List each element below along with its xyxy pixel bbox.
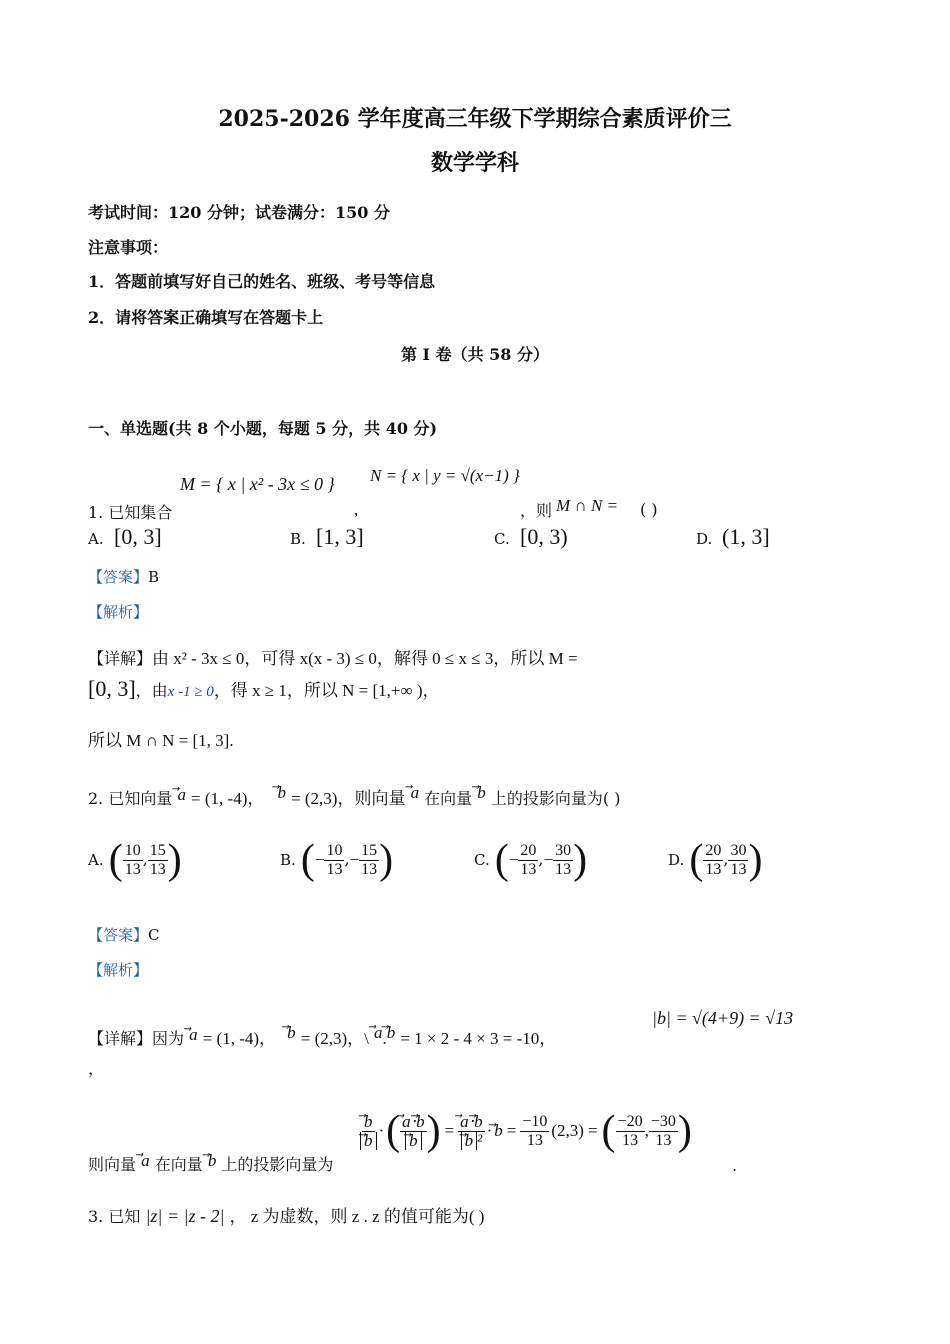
q1-detail-line3 — [88, 726, 234, 751]
q1-option-c: [0, 3) — [520, 524, 568, 549]
section-title: 一、单选题(共 8 个小题，每题 5 分，共 40 分) — [88, 419, 438, 438]
q1-detail-line2 — [88, 676, 440, 702]
q3-condition: |z| = |z - 2| — [145, 1206, 225, 1226]
notice-item-1: 1．答题前填写好自己的姓名、班级、考号等信息 — [88, 272, 436, 291]
q1-option-a: [0, 3] — [114, 524, 162, 549]
q1-answer-value: B — [148, 568, 160, 586]
q1-options — [88, 524, 888, 554]
q1-comma: , — [354, 500, 359, 519]
q2-vec-a-2: a — [410, 783, 420, 802]
q2-projection-formula: $\frac{⃗b}{⃗b}$ · ( $\frac{⃗a\cdot⃗b}{⃗b}$ ) = $\frac{⃗a\cdot⃗b}{\text{⃗b ²}}$ · ⃗b = $\frac{-10}{13}$ (2,3) = ( $\frac{-20}{13}$ , $\frac{-30}{13}$ ) — [360, 1096, 692, 1166]
q2-detail-tag: 【详解】 — [88, 1029, 153, 1048]
q2-option-b: B. (− $\frac{10}{13}$ ,− $\frac{15}{13}$ ) — [280, 837, 394, 883]
q1-detail-line1 — [88, 644, 578, 669]
q2-vec-a-val: = (1, -4)， — [191, 789, 265, 808]
q1-detail-2a: [0, 3] — [88, 676, 136, 701]
q2-detail-vec-b: b — [287, 1023, 296, 1042]
q1-option-b: [1, 3] — [316, 524, 364, 549]
q2-projection-line: 则向量 a 在向量 b 上的投影向量为 — [88, 1151, 334, 1174]
q2-stem — [88, 784, 620, 809]
q1-detail-text1: 由 x² - 3x ≤ 0，可得 x(x - 3) ≤ 0，解得 0 ≤ x ≤ 3，所以 M = — [152, 649, 578, 668]
q2-answer-tag: 【答案】 — [88, 926, 149, 944]
volume-title: 第 I 卷（共 58 分） — [400, 345, 550, 364]
q1-ask: M ∩ N = — [556, 496, 618, 515]
q2-analysis-tag: 【解析】 — [88, 961, 149, 979]
q3-prefix: 3. 已知 — [88, 1207, 141, 1226]
q1-option-b-label: B. — [290, 530, 306, 548]
q1-option-c-label: C. — [494, 530, 510, 548]
page-subtitle: 数学学科 — [430, 150, 519, 176]
q2-comma: ， — [88, 1059, 105, 1078]
q1-detail-2d: ，得 x ≥ 1，所以 N = [1,+∞ )， — [213, 681, 440, 700]
q2-answer — [88, 924, 160, 945]
notice-item-2: 2．请将答案正确填写在答题卡上 — [88, 308, 324, 327]
q2-options — [88, 836, 888, 896]
exam-info: 考试时间：120 分钟；试卷满分：150 分 — [88, 203, 390, 222]
q2-vec-b-1: b — [277, 783, 286, 802]
q2-stem-mid: 在向量 — [424, 789, 473, 808]
q1-prefix: 1. 已知集合 — [88, 503, 173, 522]
q2-answer-value: C — [148, 926, 160, 944]
q1-option-d: (1, 3] — [722, 524, 770, 549]
q1-then: ，则 — [520, 501, 553, 520]
q1-analysis-tag: 【解析】 — [88, 603, 149, 621]
q1-answer — [88, 566, 159, 587]
q2-option-d: D. ( $\frac{20}{13}$ , $\frac{30}{13}$ ) — [668, 837, 763, 883]
q2-vec-a-1: a — [177, 785, 186, 804]
q1-detail-2b: ，由 — [135, 681, 168, 700]
q3-stem — [88, 1202, 484, 1227]
q2-option-a: A. ( $\frac{10}{13}$ , $\frac{15}{13}$ ) — [88, 837, 182, 883]
q2-detail-line1: 【详解】因为 a = (1, -4)， b = (2,3)，\ a.b = 1 × 2 - 4 × 3 = -10， — [88, 1023, 557, 1048]
q2-period: . — [732, 1156, 738, 1175]
q1-option-a-label: A. — [88, 530, 104, 548]
q2-option-c: C. (− $\frac{20}{13}$ ,− $\frac{30}{13}$ ) — [474, 837, 588, 883]
q2-norm-b: |b| = √(4+9) = √13 — [652, 1008, 794, 1028]
q2-vec-b-2: b — [477, 783, 486, 802]
q1-set-n: N = { x | y = √(x−1) } — [370, 466, 520, 485]
q1-option-d-label: D. — [696, 530, 713, 548]
q2-detail-vec-a: a — [189, 1025, 198, 1044]
notice-heading: 注意事项： — [88, 238, 169, 257]
page-title: 2025-2026 学年度高三年级下学期综合素质评价三 — [218, 106, 732, 132]
q1-answer-tag: 【答案】 — [88, 568, 149, 586]
q2-vec-b-val: = (2,3)，则向量 — [291, 789, 406, 808]
q1-detail-2c: x -1 ≥ 0 — [167, 684, 214, 700]
q2-stem-a: 2. 已知向量 — [88, 789, 173, 808]
q3-rest: ， z 为虚数，则 z . z 的值可能为( ) — [229, 1207, 485, 1226]
q1-detail-3: 所以 M ∩ N = [1, 3]. — [88, 731, 234, 750]
q1-detail-tag: 【详解】 — [88, 649, 153, 668]
q1-blank: ( ) — [640, 500, 658, 519]
q2-stem-end: 上的投影向量为( ) — [490, 789, 621, 808]
q1-set-m: M = { x | x² - 3x ≤ 0 } — [180, 474, 335, 494]
